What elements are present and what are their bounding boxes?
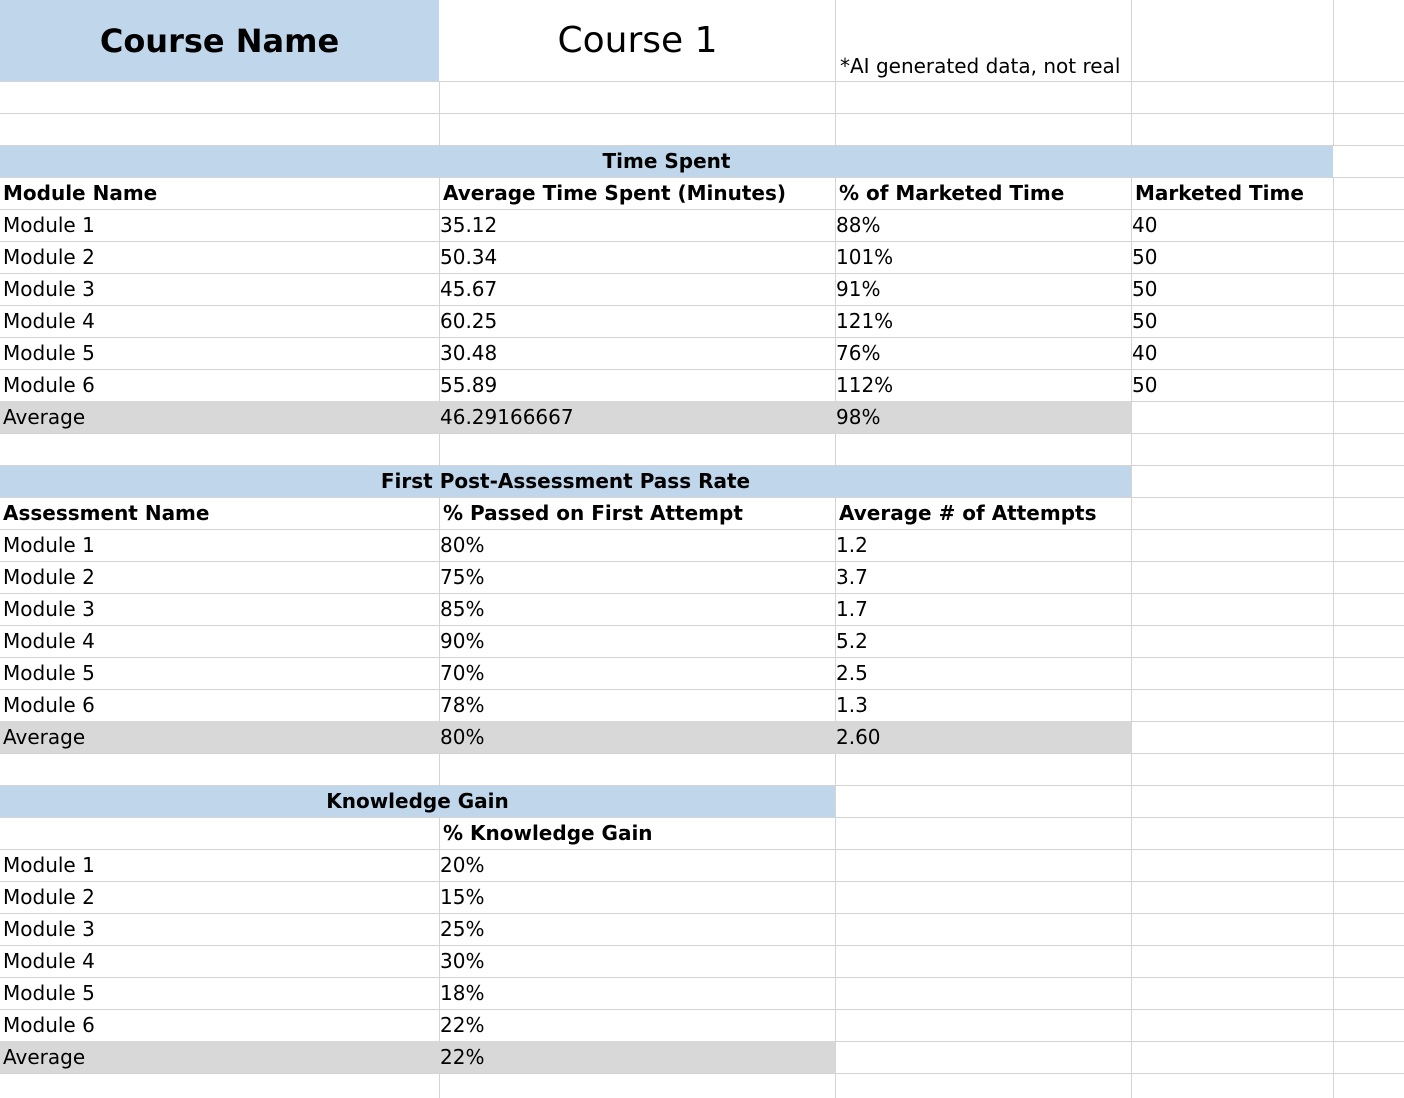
time_spent-header-2[interactable]: % of Marketed Time	[839, 181, 1065, 205]
time_spent-cell[interactable]: 91%	[836, 277, 881, 301]
time_spent-cell[interactable]: 55.89	[440, 373, 498, 397]
pass_rate-cell[interactable]: 3.7	[836, 565, 868, 589]
time_spent-average-2[interactable]: 98%	[836, 405, 881, 429]
time_spent-average-0[interactable]: Average	[3, 405, 86, 429]
time_spent-cell[interactable]: 40	[1132, 213, 1158, 237]
pass_rate-average-band	[0, 721, 1131, 753]
pass_rate-row-label[interactable]: Module 6	[3, 693, 95, 717]
knowledge_gain-cell[interactable]: 25%	[440, 917, 485, 941]
pass_rate-header-1[interactable]: % Passed on First Attempt	[443, 501, 743, 525]
row-gridline	[0, 913, 1404, 914]
pass_rate-header-2[interactable]: Average # of Attempts	[839, 501, 1097, 525]
knowledge-gain-title: Knowledge Gain	[326, 789, 509, 813]
time_spent-cell[interactable]: 50	[1132, 277, 1158, 301]
column-gridline	[439, 753, 440, 785]
time_spent-header-3[interactable]: Marketed Time	[1135, 181, 1304, 205]
course-name-label: Course Name	[99, 21, 340, 60]
pass_rate-average-1[interactable]: 80%	[440, 725, 485, 749]
time_spent-header-1[interactable]: Average Time Spent (Minutes)	[443, 181, 787, 205]
column-gridline	[1333, 0, 1334, 145]
column-gridline	[439, 1073, 440, 1098]
pass_rate-cell[interactable]: 1.3	[836, 693, 868, 717]
knowledge_gain-cell[interactable]: 15%	[440, 885, 485, 909]
row-gridline	[0, 881, 1404, 882]
knowledge_gain-cell[interactable]: 22%	[440, 1013, 485, 1037]
time_spent-cell[interactable]: 50	[1132, 373, 1158, 397]
column-gridline	[835, 753, 836, 1098]
knowledge_gain-row-label[interactable]: Module 4	[3, 949, 95, 973]
row-gridline	[0, 145, 1404, 146]
time_spent-row-label[interactable]: Module 6	[3, 373, 95, 397]
knowledge_gain-cell[interactable]: 20%	[440, 853, 485, 877]
column-gridline	[439, 433, 440, 465]
row-gridline	[0, 433, 1404, 434]
row-gridline	[0, 529, 1404, 530]
row-gridline	[0, 209, 1404, 210]
row-gridline	[0, 689, 1404, 690]
column-gridline	[835, 433, 836, 465]
time_spent-cell[interactable]: 45.67	[440, 277, 498, 301]
row-gridline	[0, 369, 1404, 370]
pass_rate-row-label[interactable]: Module 5	[3, 661, 95, 685]
time_spent-cell[interactable]: 88%	[836, 213, 881, 237]
pass_rate-cell[interactable]: 85%	[440, 597, 485, 621]
row-gridline	[0, 561, 1404, 562]
knowledge_gain-average-band	[0, 1041, 835, 1073]
column-gridline	[1333, 177, 1334, 1098]
row-gridline	[0, 945, 1404, 946]
pass_rate-cell[interactable]: 78%	[440, 693, 485, 717]
time_spent-cell[interactable]: 60.25	[440, 309, 498, 333]
pass_rate-cell[interactable]: 80%	[440, 533, 485, 557]
pass_rate-row-label[interactable]: Module 2	[3, 565, 95, 589]
row-gridline	[0, 1009, 1404, 1010]
pass_rate-cell[interactable]: 2.5	[836, 661, 868, 685]
row-gridline	[0, 241, 1404, 242]
pass_rate-cell[interactable]: 1.2	[836, 533, 868, 557]
pass_rate-row-label[interactable]: Module 1	[3, 533, 95, 557]
time_spent-cell[interactable]: 121%	[836, 309, 894, 333]
pass_rate-average-0[interactable]: Average	[3, 725, 86, 749]
row-gridline	[0, 337, 1404, 338]
row-gridline	[0, 593, 1404, 594]
knowledge_gain-average-0[interactable]: Average	[3, 1045, 86, 1069]
row-gridline	[0, 849, 1404, 850]
time_spent-average-1[interactable]: 46.29166667	[440, 405, 574, 429]
pass_rate-cell[interactable]: 1.7	[836, 597, 868, 621]
time_spent-cell[interactable]: 101%	[836, 245, 894, 269]
disclaimer-note: *AI generated data, not real	[840, 53, 1121, 78]
time_spent-row-label[interactable]: Module 1	[3, 213, 95, 237]
row-gridline	[0, 305, 1404, 306]
row-gridline	[0, 657, 1404, 658]
time-spent-title: Time Spent	[602, 149, 731, 173]
knowledge_gain-cell[interactable]: 18%	[440, 981, 485, 1005]
time_spent-cell[interactable]: 112%	[836, 373, 894, 397]
knowledge_gain-row-label[interactable]: Module 3	[3, 917, 95, 941]
time_spent-row-label[interactable]: Module 3	[3, 277, 95, 301]
row-gridline	[0, 977, 1404, 978]
pass_rate-row-label[interactable]: Module 3	[3, 597, 95, 621]
time_spent-cell[interactable]: 30.48	[440, 341, 498, 365]
pass_rate-average-2[interactable]: 2.60	[836, 725, 881, 749]
pass_rate-header-0[interactable]: Assessment Name	[3, 501, 210, 525]
pass_rate-row-label[interactable]: Module 4	[3, 629, 95, 653]
row-gridline	[0, 465, 1404, 466]
row-gridline	[0, 625, 1404, 626]
pass_rate-cell[interactable]: 75%	[440, 565, 485, 589]
row-gridline	[0, 817, 1404, 818]
pass_rate-cell[interactable]: 70%	[440, 661, 485, 685]
knowledge_gain-cell[interactable]: 30%	[440, 949, 485, 973]
column-gridline	[1131, 0, 1132, 145]
pass_rate-cell[interactable]: 90%	[440, 629, 485, 653]
row-gridline	[0, 273, 1404, 274]
knowledge_gain-average-1[interactable]: 22%	[440, 1045, 485, 1069]
time_spent-cell[interactable]: 35.12	[440, 213, 498, 237]
row-gridline	[0, 1073, 1404, 1074]
time_spent-cell[interactable]: 50.34	[440, 245, 498, 269]
row-gridline	[0, 81, 1404, 82]
knowledge_gain-row-label[interactable]: Module 2	[3, 885, 95, 909]
row-gridline	[0, 753, 1404, 754]
column-gridline	[439, 81, 440, 145]
pass_rate-cell[interactable]: 5.2	[836, 629, 868, 653]
knowledge_gain-header-1[interactable]: % Knowledge Gain	[443, 821, 653, 845]
row-gridline	[0, 785, 1404, 786]
time_spent-cell[interactable]: 50	[1132, 245, 1158, 269]
pass-rate-title: First Post-Assessment Pass Rate	[380, 469, 751, 493]
time_spent-cell[interactable]: 50	[1132, 309, 1158, 333]
time_spent-row-label[interactable]: Module 5	[3, 341, 95, 365]
row-gridline	[0, 113, 1404, 114]
time_spent-row-label[interactable]: Module 2	[3, 245, 95, 269]
time_spent-cell[interactable]: 40	[1132, 341, 1158, 365]
column-gridline	[835, 0, 836, 145]
time_spent-row-label[interactable]: Module 4	[3, 309, 95, 333]
time_spent-cell[interactable]: 76%	[836, 341, 881, 365]
time_spent-header-0[interactable]: Module Name	[3, 181, 158, 205]
course-name-value[interactable]: Course 1	[557, 20, 718, 61]
knowledge_gain-row-label[interactable]: Module 6	[3, 1013, 95, 1037]
knowledge_gain-row-label[interactable]: Module 1	[3, 853, 95, 877]
knowledge_gain-row-label[interactable]: Module 5	[3, 981, 95, 1005]
